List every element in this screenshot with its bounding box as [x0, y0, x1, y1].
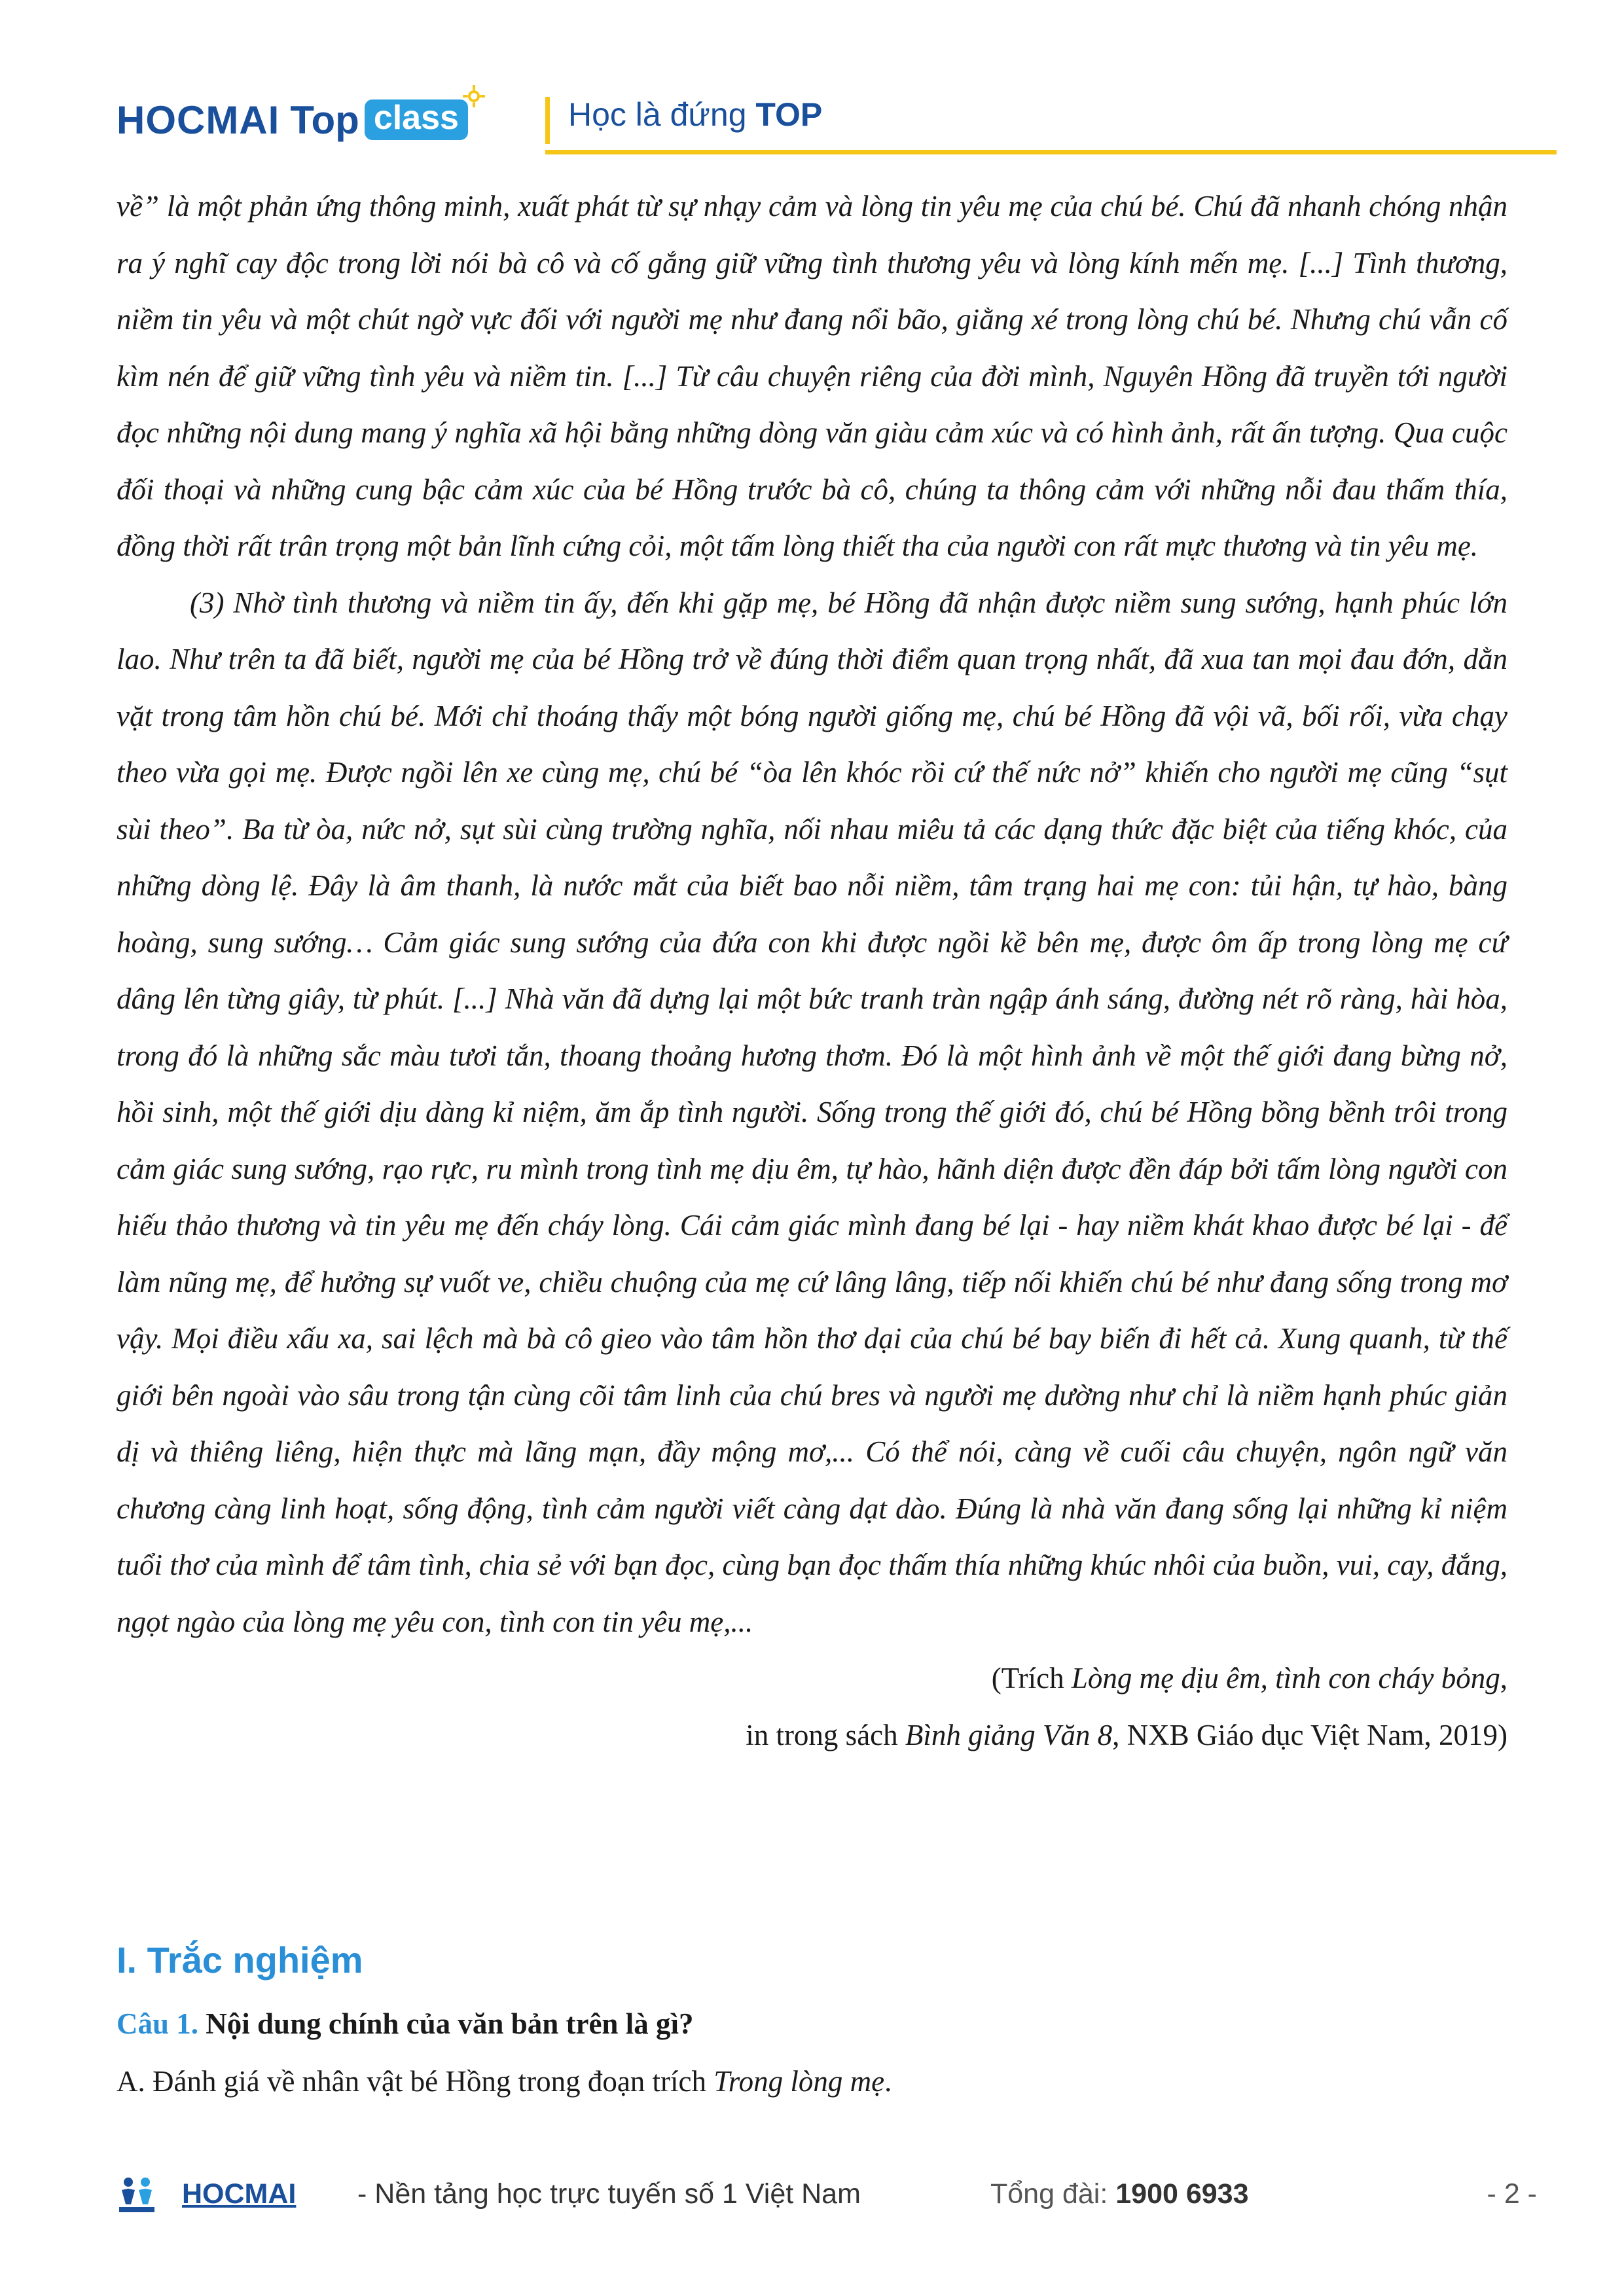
option-a-title: Trong lòng mẹ [713, 2065, 885, 2098]
citation-line-1 [117, 1650, 1507, 1707]
footer-brand-link[interactable]: HOCMAI [182, 2178, 297, 2210]
header-underline [545, 150, 1557, 154]
option-a-suffix: . [884, 2065, 892, 2098]
logo-top: Top [290, 98, 359, 142]
paragraph-1: về” là một phản ứng thông minh, xuất phát từ sự nhạy cảm và lòng tin yêu mẹ của chú bé. Chú đã nhanh chóng nhận ra ý nghĩ cay độc trong lời nói bà cô và cố gắng giữ vững tình thương yêu và lòng kính mến mẹ. [...] Tình thương, niềm tin yêu và một chút ngờ vực đối với người mẹ như đang nổi bão, giằng xé trong lòng chú bé. Nhưng chú vẫn cố kìm nén để giữ vững tình yêu và niềm tin. [...] Từ câu chuyện riêng của đời mình, Nguyên Hồng đã truyền tới người đọc những nội dung mang ý nghĩa xã hội bằng những dòng văn giàu cảm xúc và có hình ảnh, rất ấn tượng. Qua cuộc đối thoại và những cung bậc cảm xúc của bé Hồng trước bà cô, chúng ta thông cảm với những nỗi đau thấm thía, đồng thời rất trân trọng một bản lĩnh cứng cỏi, một tấm lòng thiết tha của người con rất mực thương và tin yêu mẹ. [117, 190, 1507, 562]
hotline-number: 1900 6933 [1115, 2178, 1249, 2210]
citation-book-prefix: in trong sách [746, 1718, 905, 1751]
citation-book-title: Bình giảng Văn 8 [905, 1718, 1113, 1751]
question-1 [117, 2007, 693, 2041]
header-separator [545, 97, 550, 144]
section-title: I. Trắc nghiệm [117, 1939, 363, 1981]
citation-book-suffix: , NXB Giáo dục Việt Nam, 2019) [1112, 1718, 1507, 1751]
document-body [117, 178, 1507, 1763]
hocmai-topclass-logo [117, 90, 468, 149]
footer-tagline: - Nền tảng học trực tuyến số 1 Việt Nam [357, 2178, 861, 2210]
option-a-prefix: A. Đánh giá về nhân vật bé Hồng trong đoạn trích [117, 2065, 714, 2098]
hocmai-people-icon [117, 2174, 157, 2215]
page-number: - 2 - [1487, 2178, 1537, 2210]
footer-hotline [990, 2178, 1249, 2210]
question-text: Nội dung chính của văn bản trên là gì? [198, 2007, 694, 2040]
hotline-label: Tổng đài: [990, 2178, 1116, 2210]
citation-prefix: (Trích [991, 1662, 1072, 1695]
question-number: Câu 1. [117, 2007, 199, 2040]
slogan-prefix: Học là đứng [568, 96, 756, 133]
logo-class-text: class [373, 99, 459, 137]
citation-line-2 [117, 1707, 1507, 1764]
option-a [117, 2064, 892, 2098]
page-header [117, 84, 1557, 156]
logo-class-badge [365, 99, 468, 140]
citation-title: Lòng mẹ dịu êm, tình con cháy bỏng [1071, 1662, 1500, 1695]
page-footer [117, 2172, 1537, 2217]
slogan [568, 96, 822, 134]
slogan-bold: TOP [755, 96, 823, 133]
citation-suffix: , [1500, 1662, 1507, 1695]
sparkle-icon [463, 85, 485, 107]
paragraph-2: (3) Nhờ tình thương và niềm tin ấy, đến khi gặp mẹ, bé Hồng đã nhận được niềm sung sướng, hạnh phúc lớn lao. Như trên ta đã biết, người mẹ của bé Hồng trở về đúng thời điểm quan trọng nhất, đã xua tan mọi đau đớn, dằn vặt trong tâm hồn chú bé. Mới chỉ thoáng thấy một bóng người giống mẹ, chú bé Hồng đã vội vã, bối rối, vừa chạy theo vừa gọi mẹ. Được ngồi lên xe cùng mẹ, chú bé “òa lên khóc rồi cứ thế nức nở” khiến cho người mẹ cũng “sụt sùi theo”. Ba từ òa, nức nở, sụt sùi cùng trường nghĩa, nối nhau miêu tả các dạng thức đặc biệt của tiếng khóc, của những dòng lệ. Đây là âm thanh, là nước mắt của biết bao nỗi niềm, tâm trạng hai mẹ con: tủi hận, tự hào, bàng hoàng, sung sướng… Cảm giác sung sướng của đứa con khi được ngồi kề bên mẹ, được ôm ấp trong lòng mẹ cứ dâng lên từng giây, từ phút. [...] Nhà văn đã dựng lại một bức tranh tràn ngập ánh sáng, đường nét rõ ràng, hài hòa, trong đó là những sắc màu tươi tắn, thoang thoảng hương thơm. Đó là một hình ảnh về một thế giới đang bừng nở, hồi sinh, một thế giới dịu dàng kỉ niệm, ăm ắp tình người. Sống trong thế giới đó, chú bé Hồng bồng bềnh trôi trong cảm giác sung sướng, rạo rực, ru mình trong tình mẹ dịu êm, tự hào, hãnh diện được đền đáp bởi tấm lòng người con hiếu thảo thương và tin yêu mẹ đến cháy lòng. Cái cảm giác mình đang bé lại - hay niềm khát khao được bé lại - để làm nũng mẹ, để hưởng sự vuốt ve, chiều chuộng của mẹ cứ lâng lâng, tiếp nối khiến chú bé như đang sống trong mơ vậy. Mọi điều xấu xa, sai lệch mà bà cô gieo vào tâm hồn thơ dại của chú bé bay biến đi hết cả. Xung quanh, từ thế giới bên ngoài vào sâu trong tận cùng cõi tâm linh của chú bres và người mẹ dường như chỉ là niềm hạnh phúc giản dị và thiêng liêng, hiện thực mà lãng mạn, đầy mộng mơ,... Có thể nói, càng về cuối câu chuyện, ngôn ngữ văn chương càng linh hoạt, sống động, tình cảm người viết càng dạt dào. Đúng là nhà văn đang sống lại những kỉ niệm tuổi thơ của mình để tâm tình, chia sẻ với bạn đọc, cùng bạn đọc thấm thía những khúc nhôi của buồn, vui, cay, đắng, ngọt ngào của lòng mẹ yêu con, tình con tin yêu mẹ,... [117, 586, 1507, 1638]
logo-brand: HOCMAI [117, 98, 280, 142]
